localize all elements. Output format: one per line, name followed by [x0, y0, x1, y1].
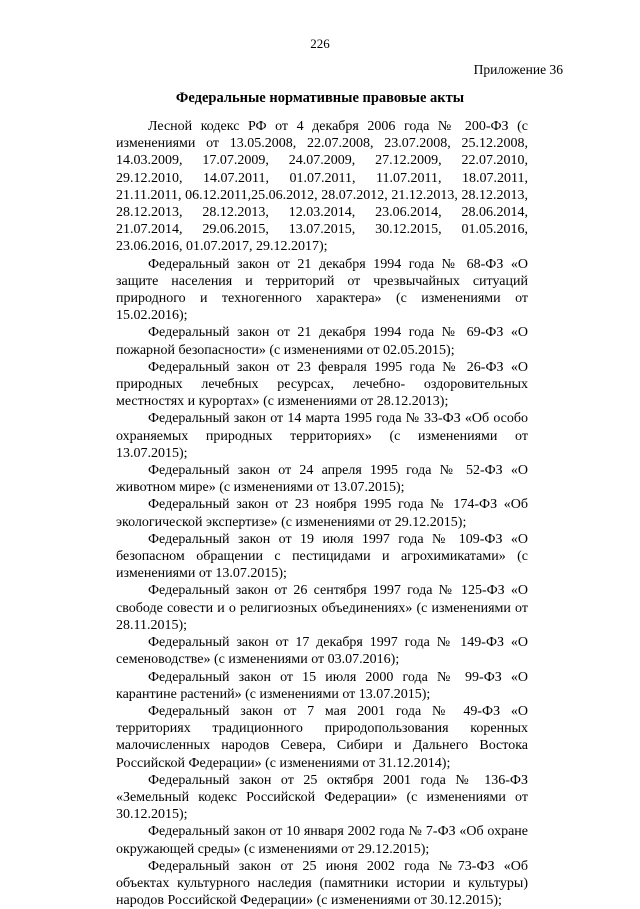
law-entry-33-fz: Федеральный закон от 14 марта 1995 года № 33-ФЗ «Об особо охраняемых природных территориях» (с изменениями от 13.07.2015); — [116, 411, 528, 461]
law-entry-136-fz: Федеральный закон от 25 октября 2001 года № 136-ФЗ «Земельный кодекс Российской Федерации» (с изменениями от 30.12.2015); — [116, 772, 528, 823]
law-entry-26-fz: Федеральный закон от 23 февраля 1995 года № 26-ФЗ «О природных лечебных ресурсах, лечебно- оздоровительных местностях и курортах» (с изменениями от 28.12.2013); — [116, 359, 528, 410]
law-entry-125-fz: Федеральный закон от 26 сентября 1997 года № 125-ФЗ «О свободе совести и о религиозных объединениях» (с изменениями от 28.11.2015); — [116, 583, 528, 633]
law-entry-109-fz: Федеральный закон от 19 июля 1997 года № 109-ФЗ «О безопасном обращении с пестицидами и агрохимикатами» (с изменениями от 13.07.2015); — [116, 531, 528, 582]
law-entry-174-fz: Федеральный закон от 23 ноября 1995 года № 174-ФЗ «Об экологической экспертизе» (с изменениями от 29.12.2015); — [116, 497, 528, 530]
law-entry-7-fz: Федеральный закон от 10 января 2002 года № 7-ФЗ «Об охране окружающей среды» (с изменениями от 29.12.2015); — [116, 824, 528, 857]
law-entry-73-fz: Федеральный закон от 25 июня 2002 года №73-ФЗ «Об объектах культурного наследия (памятники истории и культуры) народов Российской Федерации» (с изменениями от 30.12.2015); — [116, 858, 528, 909]
law-entry-99-fz: Федеральный закон от 15 июля 2000 года № 99-ФЗ «О карантине растений» (с изменениями от 13.07.2015); — [116, 669, 528, 702]
law-entry-68-fz: Федеральный закон от 21 декабря 1994 года № 68-ФЗ «О защите населения и территорий от чрезвычайных ситуаций природного и техногенного характера» (с изменениями от 15.02.2016); — [116, 256, 528, 324]
law-list — [116, 118, 528, 909]
law-entry-49-fz: Федеральный закон от 7 мая 2001 года № 49-ФЗ «О территориях традиционного природопользования коренных малочисленных народов Севера, Сибири и Дальнего Востока Российской Федерации» (с изменениями от 31.12.2014); — [116, 703, 528, 771]
page-title: Федеральные нормативные правовые акты — [175, 90, 465, 106]
law-entry-forest-code: Лесной кодекс РФ от 4 декабря 2006 года № 200-ФЗ (с изменениями от 13.05.2008, 22.07.2008, 23.07.2008, 25.12.2008, 14.03.2009, 17.07.2009, 24.07.2009, 27.12.2009, 22.07.2010, 29.12.2010, 14.07.2011, 01.07.2011, 11.07.2011, 18.07.2011, 21.11.2011, 06.12.2011,25.06.2012, 28.07.2012, 21.12.2013, 28.12.2013, 28.12.2013, 28.12.2013, 12.03.2014, 23.06.2014, 28.06.2014, 21.07.2014, 29.06.2015, 13.07.2015, 30.12.2015, 01.05.2016, 23.06.2016, 01.07.2017, 29.12.2017); — [116, 119, 528, 255]
law-entry-149-fz: Федеральный закон от 17 декабря 1997 года № 149-ФЗ «О семеноводстве» (с изменениями от 03.07.2016); — [116, 635, 528, 668]
appendix-label: Приложение 36 — [473, 62, 563, 77]
law-entry-52-fz: Федеральный закон от 24 апреля 1995 года № 52-ФЗ «О животном мире» (с изменениями от 13.07.2015); — [116, 463, 528, 496]
page-number: 226 — [310, 36, 330, 51]
law-entry-69-fz: Федеральный закон от 21 декабря 1994 года № 69-ФЗ «О пожарной безопасности» (с изменениями от 02.05.2015); — [116, 325, 528, 358]
